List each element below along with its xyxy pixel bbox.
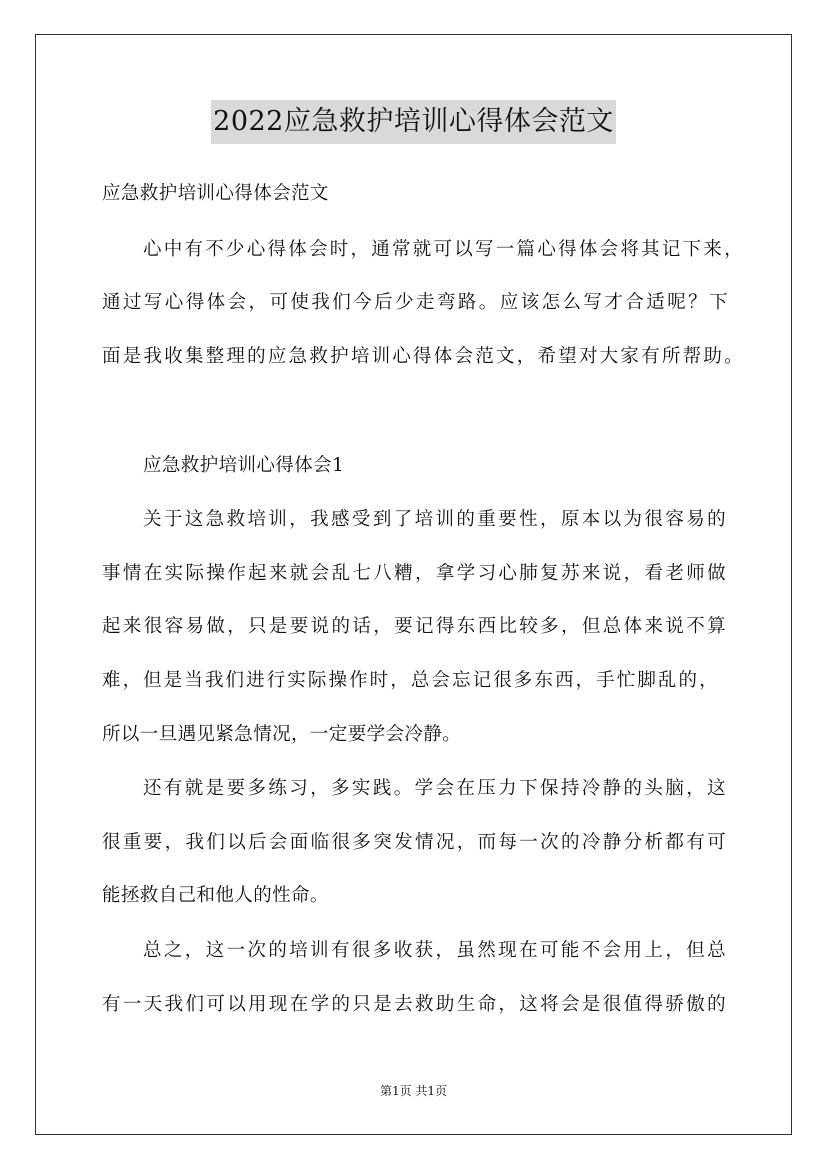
page-footer: 第1页 共1页	[379, 1084, 448, 1098]
paragraph1-line-2: 事情在实际操作起来就会乱七八糟，拿学习心肺复苏来说，看老师做	[102, 563, 726, 584]
intro-line-2: 通过写心得体会，可使我们今后少走弯路。应该怎么写才合适呢？下	[102, 292, 728, 313]
paragraph1-line-1: 关于这急救培训，我感受到了培训的重要性，原本以为很容易的	[143, 509, 726, 530]
paragraph3-line-1: 总之，这一次的培训有很多收获，虽然现在可能不会用上，但总	[143, 940, 726, 961]
intro-line-1: 心中有不少心得体会时，通常就可以写一篇心得体会将其记下来，	[143, 239, 743, 260]
paragraph1-line-4: 难，但是当我们进行实际操作时，总会忘记很多东西，手忙脚乱的，	[102, 670, 718, 691]
document-subtitle: 应急救护培训心得体会范文	[102, 183, 329, 204]
paragraph3-line-2: 有一天我们可以用现在学的只是去救助生命，这将会是很值得骄傲的	[102, 994, 726, 1015]
paragraph2-line-2: 很重要，我们以后会面临很多突发情况，而每一次的冷静分析都有可	[102, 832, 726, 853]
paragraph1-line-3: 起来很容易做，只是要说的话，要记得东西比较多，但总体来说不算	[102, 616, 726, 637]
intro-line-3: 面是我收集整理的应急救护培训心得体会范文，希望对大家有所帮助。	[102, 346, 743, 367]
paragraph2-line-3: 能拯救自己和他人的性命。	[102, 885, 329, 906]
paragraph2-line-1: 还有就是要多练习，多实践。学会在压力下保持冷静的头脑，这	[143, 778, 726, 799]
document-title-text: 2022应急救护培训心得体会范文	[211, 100, 616, 144]
section-heading: 应急救护培训心得体会1	[143, 455, 345, 476]
paragraph1-line-5: 所以一旦遇见紧急情况，一定要学会冷静。	[102, 724, 462, 745]
document-title	[0, 100, 827, 144]
